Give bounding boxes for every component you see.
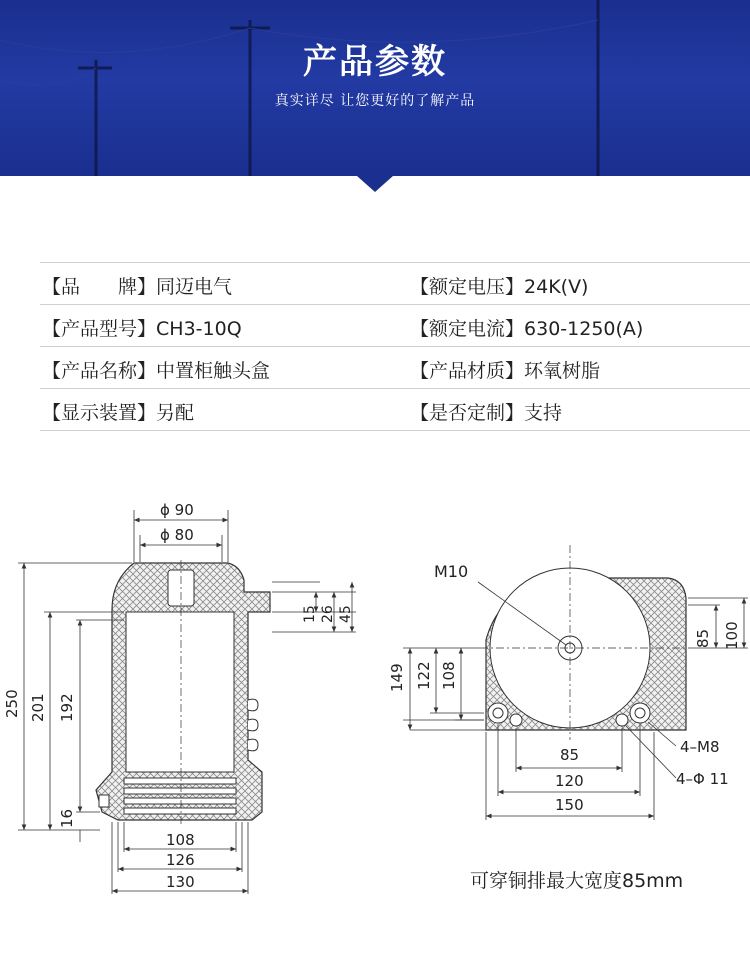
spec-row xyxy=(40,305,750,347)
dim-126: 126 xyxy=(166,851,195,869)
dim-192: 192 xyxy=(58,693,76,722)
spec-label: 【额定电压】 xyxy=(410,276,525,298)
spec-value: 环氧树脂 xyxy=(524,360,601,382)
dim-150: 150 xyxy=(555,796,584,814)
label-m10: M10 xyxy=(434,562,469,581)
banner-notch xyxy=(357,176,393,192)
dim-15: 15 xyxy=(302,605,318,623)
spec-cell xyxy=(410,272,588,299)
dim-108-top: 108 xyxy=(440,661,458,690)
spec-value: CH3-10Q xyxy=(156,318,242,340)
spec-row xyxy=(40,262,750,305)
label-4-phi11: 4–Φ 11 xyxy=(676,770,729,788)
spec-cell xyxy=(42,356,270,383)
spec-label: 【产品材质】 xyxy=(410,360,525,382)
spec-label: 【产品型号】 xyxy=(42,318,157,340)
dim-phi80: ϕ 80 xyxy=(160,526,194,544)
spec-cell xyxy=(410,398,562,425)
dim-130: 130 xyxy=(166,873,195,891)
spec-label: 【额定电流】 xyxy=(410,318,525,340)
dim-85-vertical: 85 xyxy=(694,628,712,648)
spec-value: 中置柜触头盒 xyxy=(156,360,271,382)
spec-value: 24K(V) xyxy=(524,276,589,298)
spec-label: 【品 牌】 xyxy=(42,276,157,298)
spec-table xyxy=(40,262,750,431)
spec-cell xyxy=(410,356,600,383)
spec-cell xyxy=(410,314,643,341)
inner-cavity xyxy=(126,612,234,772)
header-banner xyxy=(0,0,750,176)
spec-cell xyxy=(42,398,194,425)
banner-title: 产品参数 xyxy=(303,42,447,82)
spec-cell xyxy=(42,314,242,341)
dim-122: 122 xyxy=(415,661,433,690)
banner-subtitle: 真实详尽 让您更好的了解产品 xyxy=(274,93,476,109)
dim-85-horizontal: 85 xyxy=(560,746,580,764)
spec-label: 【显示装置】 xyxy=(42,402,157,424)
copper-bar-caption: 可穿铜排最大宽度85mm xyxy=(470,870,684,892)
dim-250: 250 xyxy=(3,689,21,718)
power-line-background xyxy=(0,0,750,176)
dim-45: 45 xyxy=(338,605,354,623)
dim-120: 120 xyxy=(555,772,584,790)
spec-value: 同迈电气 xyxy=(156,276,233,298)
dim-phi90: ϕ 90 xyxy=(160,501,194,519)
dim-108-side: 108 xyxy=(166,831,195,849)
spec-row xyxy=(40,347,750,389)
spec-value: 支持 xyxy=(524,402,563,424)
spec-cell xyxy=(42,272,232,299)
spec-label: 【是否定制】 xyxy=(410,402,525,424)
dim-16: 16 xyxy=(58,808,76,828)
dim-149: 149 xyxy=(388,663,406,692)
label-4-m8: 4–M8 xyxy=(680,738,720,756)
dim-201: 201 xyxy=(29,693,47,722)
spec-label: 【产品名称】 xyxy=(42,360,157,382)
dim-100: 100 xyxy=(723,621,741,650)
dim-26: 26 xyxy=(320,605,336,623)
spec-value: 另配 xyxy=(156,402,195,424)
spec-value: 630-1250(A) xyxy=(524,318,644,340)
side-view xyxy=(3,501,356,894)
spec-row xyxy=(40,389,750,431)
top-view xyxy=(388,545,748,820)
